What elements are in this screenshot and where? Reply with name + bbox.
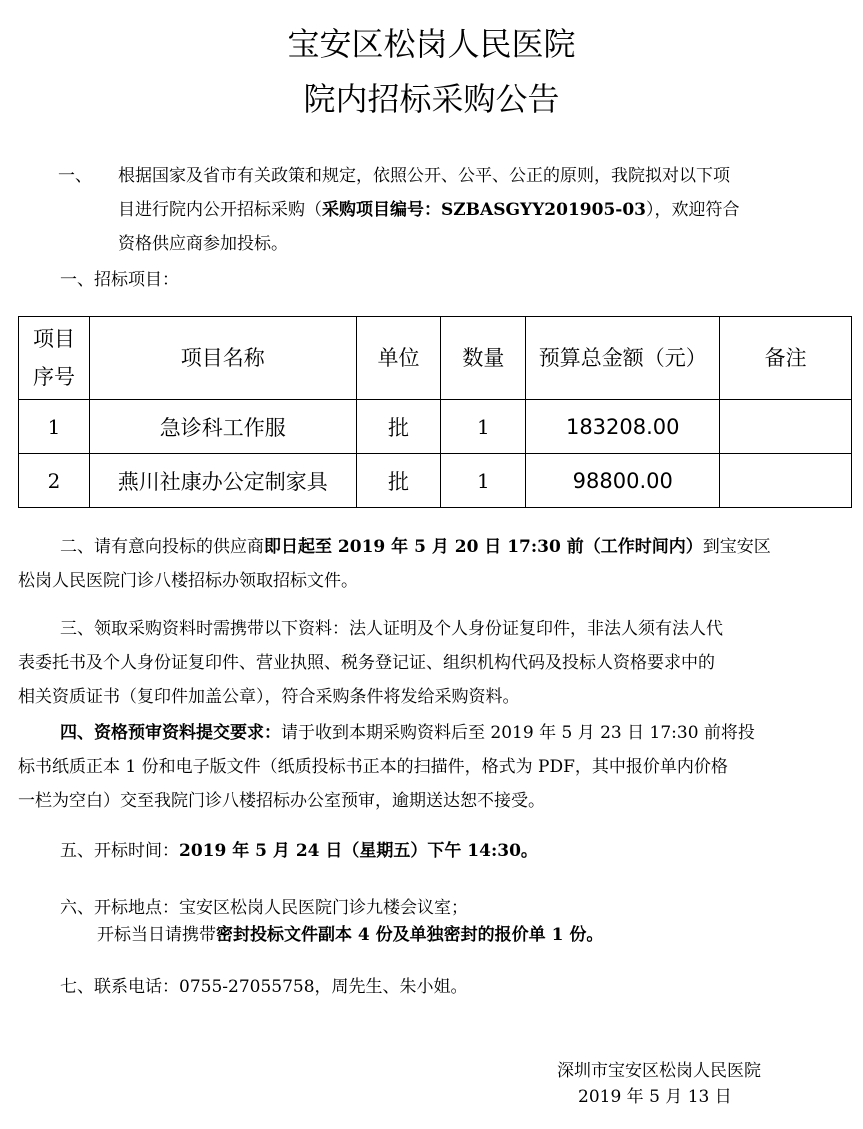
row-unit: 批 <box>356 400 441 454</box>
intro-number: 一、 <box>58 166 92 186</box>
row-seq: 2 <box>19 454 90 508</box>
procurement-code: 采购项目编号：SZBASGYY201905-03 <box>322 200 646 220</box>
table-row <box>19 400 852 454</box>
projects-heading: 一、招标项目： <box>60 270 179 290</box>
header-qty: 数量 <box>441 317 526 400</box>
signature-date: 2019 年 5 月 13 日 <box>578 1087 732 1107</box>
header-note: 备注 <box>720 317 852 400</box>
sec4-b: 请于收到本期采购资料后至 2019 年 5 月 23 日 17:30 前将投 <box>281 723 755 743</box>
row-unit: 批 <box>356 454 441 508</box>
sec2-deadline: 即日起至 2019 年 5 月 20 日 17:30 前（工作时间内） <box>264 537 703 557</box>
section-7: 七、联系电话：0755-27055758，周先生、朱小姐。 <box>60 977 468 997</box>
intro-line-1: 根据国家及省市有关政策和规定，依照公开、公平、公正的原则，我院拟对以下项 <box>118 166 730 186</box>
section-4-line-2: 标书纸质正本 1 份和电子版文件（纸质投标书正本的扫描件，格式为 PDF，其中报价单内价格 <box>18 757 728 777</box>
section-3-line-1: 三、领取采购资料时需携带以下资料：法人证明及个人身份证复印件，非法人须有法人代 <box>60 619 723 639</box>
intro-paragraph <box>118 159 858 261</box>
intro-line-3: 资格供应商参加投标。 <box>118 234 288 254</box>
page-title: 宝安区松岗人民医院 <box>287 25 576 63</box>
intro-line-2 <box>118 193 858 227</box>
row-amount: 183208.00 <box>526 400 720 454</box>
section-4-line-1 <box>60 716 855 750</box>
section-2-line-2: 松岗人民医院门诊八楼招标办领取招标文件。 <box>18 571 358 591</box>
section-3-line-3: 相关资质证书（复印件加盖公章），符合采购条件将发给采购资料。 <box>18 687 520 707</box>
row-note <box>720 400 852 454</box>
sec5-label: 五、开标时间： <box>60 841 179 861</box>
row-qty: 1 <box>441 454 526 508</box>
sec6-a: 开标当日请携带 <box>97 925 216 945</box>
table-header-row <box>19 317 852 400</box>
row-note <box>720 454 852 508</box>
row-name: 燕川社康办公定制家具 <box>89 454 356 508</box>
sec2-c: 到宝安区 <box>702 537 771 557</box>
sec5-time: 2019 年 5 月 24 日（星期五）下午 14:30。 <box>179 841 538 861</box>
table-row <box>19 454 852 508</box>
section-3-line-2: 表委托书及个人身份证复印件、营业执照、税务登记证、组织机构代码及投标人资格要求中的 <box>18 653 715 673</box>
section-5 <box>60 834 855 868</box>
header-name: 项目名称 <box>89 317 356 400</box>
header-amount: 预算总金额（元） <box>526 317 720 400</box>
row-qty: 1 <box>441 400 526 454</box>
header-seq: 项目序号 <box>19 317 90 400</box>
page-subtitle: 院内招标采购公告 <box>303 80 560 118</box>
section-6-line-1: 六、开标地点：宝安区松岗人民医院门诊九楼会议室； <box>60 898 468 918</box>
projects-table <box>18 316 852 508</box>
section-6-line-2 <box>97 918 863 952</box>
header-unit: 单位 <box>356 317 441 400</box>
signature-org: 深圳市宝安区松岗人民医院 <box>557 1061 761 1081</box>
intro-line-2-c: ），欢迎符合 <box>646 200 740 220</box>
row-name: 急诊科工作服 <box>89 400 356 454</box>
row-seq: 1 <box>19 400 90 454</box>
intro-line-2-a: 目进行院内公开招标采购（ <box>118 200 322 220</box>
row-amount: 98800.00 <box>526 454 720 508</box>
sec6-b: 密封投标文件副本 4 份及单独密封的报价单 1 份。 <box>216 925 604 945</box>
sec2-a: 二、请有意向投标的供应商 <box>60 537 264 557</box>
section-2 <box>60 530 855 564</box>
sec4-heading: 四、资格预审资料提交要求： <box>60 723 281 743</box>
section-4-line-3: 一栏为空白）交至我院门诊八楼招标办公室预审，逾期送达恕不接受。 <box>18 791 545 811</box>
